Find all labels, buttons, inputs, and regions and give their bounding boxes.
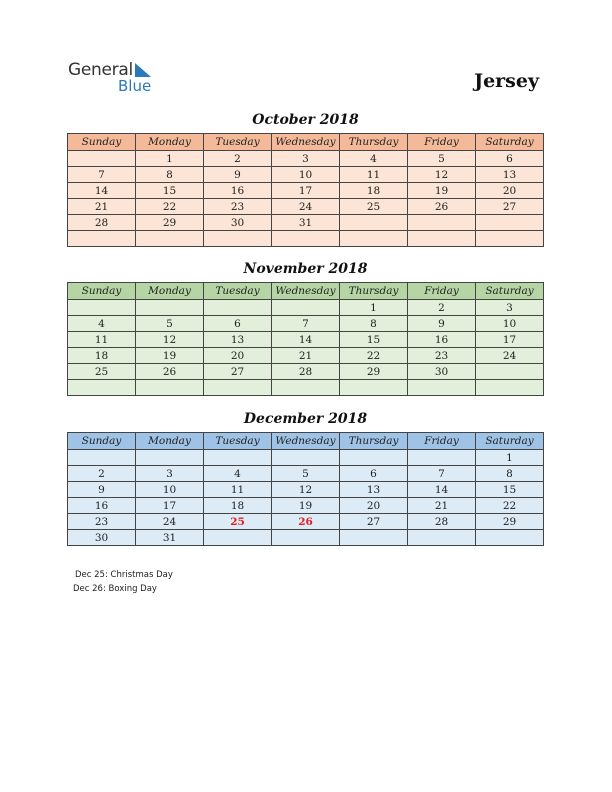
holiday-item: Dec 26: Boxing Day — [73, 584, 157, 594]
day-cell — [408, 450, 476, 466]
day-cell: 23 — [68, 514, 136, 530]
day-cell: 7 — [272, 316, 340, 332]
week-row — [68, 466, 544, 482]
day-cell — [136, 231, 204, 247]
day-cell: 4 — [340, 151, 408, 167]
week-row — [68, 348, 544, 364]
day-cell: 5 — [408, 151, 476, 167]
day-cell: 29 — [136, 215, 204, 231]
day-cell: 6 — [476, 151, 544, 167]
day-cell: 11 — [68, 332, 136, 348]
weekday-wednesday: Wednesday — [272, 433, 340, 450]
week-row — [68, 167, 544, 183]
day-cell: 30 — [204, 215, 272, 231]
day-cell — [136, 450, 204, 466]
week-row — [68, 199, 544, 215]
day-cell: 22 — [136, 199, 204, 215]
day-cell: 23 — [204, 199, 272, 215]
day-cell: 15 — [136, 183, 204, 199]
day-cell: 12 — [272, 482, 340, 498]
day-cell — [476, 364, 544, 380]
weekday-monday: Monday — [136, 433, 204, 450]
day-cell — [340, 530, 408, 546]
day-cell: 28 — [68, 215, 136, 231]
day-cell: 26 — [408, 199, 476, 215]
generalblue-logo — [68, 60, 168, 96]
day-cell: 13 — [476, 167, 544, 183]
logo-text-general: General — [68, 60, 133, 80]
day-cell: 4 — [68, 316, 136, 332]
day-cell: 29 — [476, 514, 544, 530]
weekday-header-row — [68, 433, 544, 450]
weekday-tuesday: Tuesday — [204, 134, 272, 151]
day-cell — [68, 380, 136, 396]
day-cell: 2 — [204, 151, 272, 167]
day-cell: 7 — [408, 466, 476, 482]
day-cell: 12 — [136, 332, 204, 348]
day-cell — [272, 300, 340, 316]
day-cell: 17 — [476, 332, 544, 348]
weekday-thursday: Thursday — [340, 433, 408, 450]
day-cell: 24 — [476, 348, 544, 364]
calendar-november — [67, 282, 544, 396]
week-row — [68, 514, 544, 530]
day-cell: 11 — [340, 167, 408, 183]
day-cell: 3 — [476, 300, 544, 316]
weekday-sunday: Sunday — [68, 283, 136, 300]
day-cell — [272, 530, 340, 546]
weekday-monday: Monday — [136, 134, 204, 151]
day-cell: 13 — [340, 482, 408, 498]
weekday-saturday: Saturday — [476, 283, 544, 300]
weekday-thursday: Thursday — [340, 283, 408, 300]
weekday-monday: Monday — [136, 283, 204, 300]
day-cell: 9 — [68, 482, 136, 498]
day-cell: 1 — [340, 300, 408, 316]
day-cell: 10 — [272, 167, 340, 183]
day-cell: 1 — [136, 151, 204, 167]
day-cell: 5 — [272, 466, 340, 482]
holiday-item: Dec 25: Christmas Day — [75, 570, 173, 580]
day-cell — [476, 530, 544, 546]
day-cell: 1 — [476, 450, 544, 466]
day-cell: 17 — [272, 183, 340, 199]
week-row — [68, 300, 544, 316]
day-cell: 22 — [340, 348, 408, 364]
day-cell: 15 — [340, 332, 408, 348]
logo-text-blue: Blue — [118, 77, 152, 95]
day-cell: 30 — [408, 364, 476, 380]
weekday-saturday: Saturday — [476, 134, 544, 151]
weekday-header-row — [68, 283, 544, 300]
weekday-tuesday: Tuesday — [204, 433, 272, 450]
day-cell: 8 — [340, 316, 408, 332]
day-cell: 2 — [68, 466, 136, 482]
day-cell: 24 — [136, 514, 204, 530]
day-cell: 5 — [136, 316, 204, 332]
day-cell — [136, 380, 204, 396]
day-cell: 20 — [204, 348, 272, 364]
day-cell: 19 — [136, 348, 204, 364]
month-title-december: December 2018 — [243, 411, 368, 427]
day-cell: 15 — [476, 482, 544, 498]
day-cell — [272, 231, 340, 247]
day-cell: 3 — [272, 151, 340, 167]
day-cell: 11 — [204, 482, 272, 498]
weekday-friday: Friday — [408, 433, 476, 450]
day-cell: 30 — [68, 530, 136, 546]
day-cell — [340, 215, 408, 231]
week-row — [68, 364, 544, 380]
day-cell: 26 — [136, 364, 204, 380]
holiday-day-cell: 25 — [204, 514, 272, 530]
day-cell: 12 — [408, 167, 476, 183]
week-row — [68, 498, 544, 514]
day-cell: 16 — [408, 332, 476, 348]
calendar-december — [67, 432, 544, 546]
day-cell: 18 — [340, 183, 408, 199]
holiday-day-cell: 26 — [272, 514, 340, 530]
weekday-wednesday: Wednesday — [272, 283, 340, 300]
day-cell — [408, 530, 476, 546]
day-cell — [68, 151, 136, 167]
day-cell — [204, 231, 272, 247]
weekday-friday: Friday — [408, 134, 476, 151]
day-cell: 13 — [204, 332, 272, 348]
day-cell: 25 — [340, 199, 408, 215]
day-cell — [68, 450, 136, 466]
day-cell — [476, 231, 544, 247]
day-cell — [408, 215, 476, 231]
day-cell — [272, 380, 340, 396]
weekday-header-row — [68, 134, 544, 151]
day-cell: 9 — [408, 316, 476, 332]
week-row — [68, 215, 544, 231]
day-cell: 28 — [272, 364, 340, 380]
country-title: Jersey — [474, 70, 539, 92]
day-cell — [272, 450, 340, 466]
day-cell: 18 — [204, 498, 272, 514]
day-cell: 22 — [476, 498, 544, 514]
weekday-thursday: Thursday — [340, 134, 408, 151]
day-cell: 2 — [408, 300, 476, 316]
day-cell: 6 — [204, 316, 272, 332]
day-cell: 18 — [68, 348, 136, 364]
day-cell: 27 — [204, 364, 272, 380]
day-cell: 25 — [68, 364, 136, 380]
day-cell: 20 — [476, 183, 544, 199]
logo-triangle-icon — [135, 63, 151, 77]
day-cell — [204, 450, 272, 466]
holiday-list — [75, 568, 173, 596]
week-row — [68, 380, 544, 396]
weekday-sunday: Sunday — [68, 134, 136, 151]
day-cell: 24 — [272, 199, 340, 215]
day-cell — [408, 231, 476, 247]
day-cell — [136, 300, 204, 316]
day-cell: 7 — [68, 167, 136, 183]
day-cell: 10 — [476, 316, 544, 332]
day-cell: 16 — [68, 498, 136, 514]
day-cell: 6 — [340, 466, 408, 482]
weekday-friday: Friday — [408, 283, 476, 300]
day-cell: 14 — [408, 482, 476, 498]
weekday-saturday: Saturday — [476, 433, 544, 450]
weekday-wednesday: Wednesday — [272, 134, 340, 151]
day-cell — [340, 380, 408, 396]
day-cell — [476, 380, 544, 396]
week-row — [68, 530, 544, 546]
week-row — [68, 151, 544, 167]
day-cell — [340, 231, 408, 247]
day-cell: 8 — [136, 167, 204, 183]
day-cell: 19 — [408, 183, 476, 199]
day-cell: 16 — [204, 183, 272, 199]
day-cell: 4 — [204, 466, 272, 482]
week-row — [68, 316, 544, 332]
day-cell: 17 — [136, 498, 204, 514]
day-cell: 31 — [272, 215, 340, 231]
day-cell: 23 — [408, 348, 476, 364]
day-cell: 9 — [204, 167, 272, 183]
day-cell — [204, 300, 272, 316]
week-row — [68, 482, 544, 498]
day-cell — [204, 380, 272, 396]
day-cell: 21 — [68, 199, 136, 215]
day-cell — [204, 530, 272, 546]
day-cell — [476, 215, 544, 231]
day-cell: 14 — [68, 183, 136, 199]
week-row — [68, 231, 544, 247]
day-cell — [68, 300, 136, 316]
day-cell — [68, 231, 136, 247]
month-title-october: October 2018 — [252, 112, 359, 128]
day-cell: 28 — [408, 514, 476, 530]
day-cell — [340, 450, 408, 466]
day-cell: 19 — [272, 498, 340, 514]
month-title-november: November 2018 — [243, 261, 368, 277]
day-cell: 20 — [340, 498, 408, 514]
day-cell: 8 — [476, 466, 544, 482]
week-row — [68, 332, 544, 348]
day-cell: 21 — [272, 348, 340, 364]
week-row — [68, 450, 544, 466]
calendar-october — [67, 133, 544, 247]
day-cell: 14 — [272, 332, 340, 348]
day-cell: 27 — [476, 199, 544, 215]
day-cell: 29 — [340, 364, 408, 380]
week-row — [68, 183, 544, 199]
weekday-tuesday: Tuesday — [204, 283, 272, 300]
day-cell: 10 — [136, 482, 204, 498]
weekday-sunday: Sunday — [68, 433, 136, 450]
day-cell: 31 — [136, 530, 204, 546]
day-cell — [408, 380, 476, 396]
day-cell: 21 — [408, 498, 476, 514]
day-cell: 3 — [136, 466, 204, 482]
day-cell: 27 — [340, 514, 408, 530]
